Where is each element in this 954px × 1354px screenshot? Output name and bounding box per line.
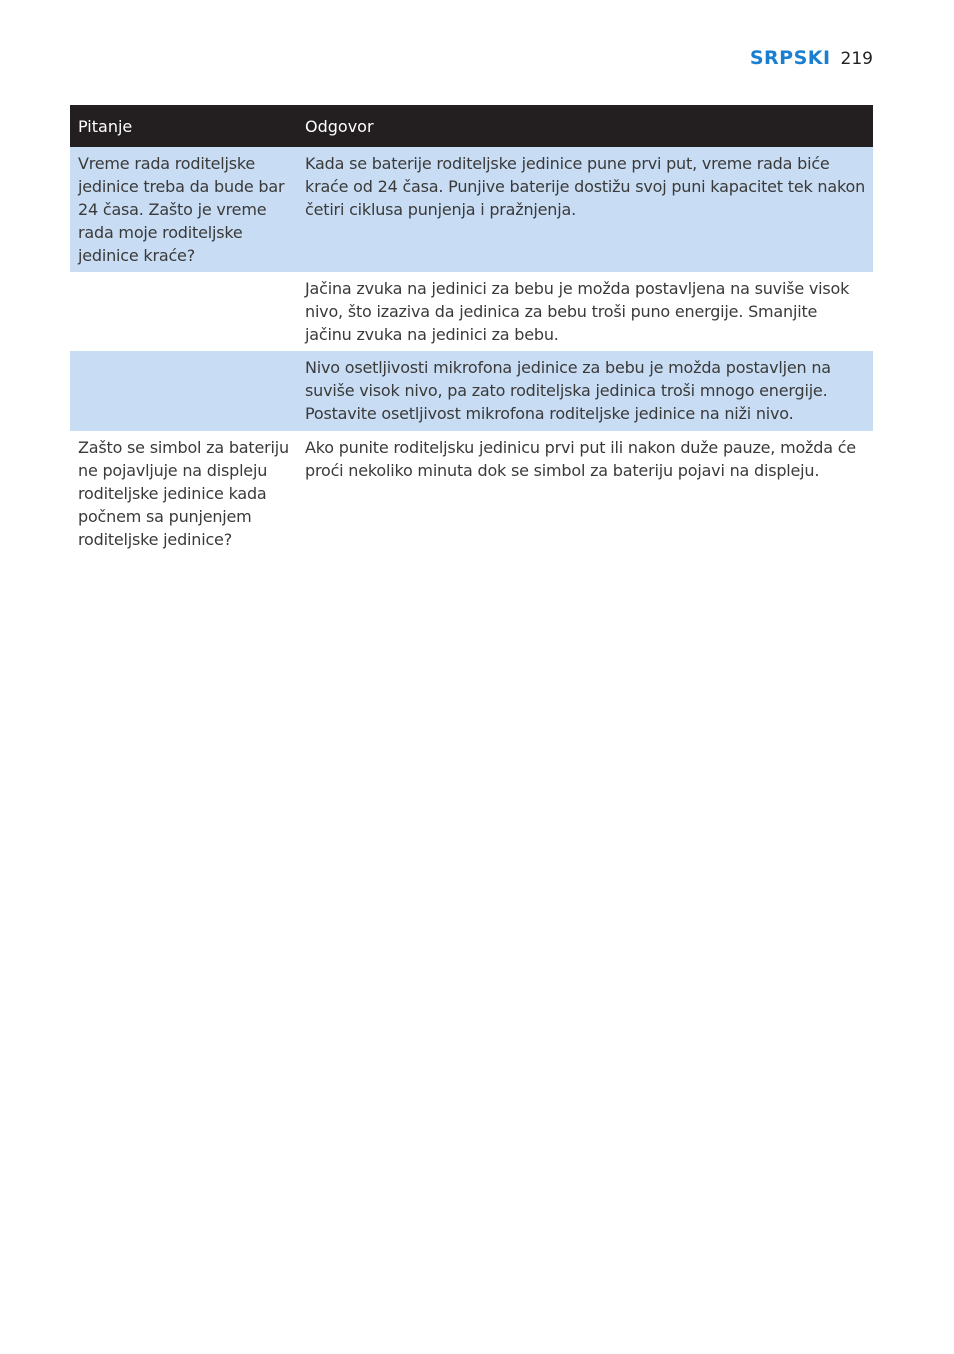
faq-table	[70, 105, 873, 581]
question-cell	[70, 351, 297, 431]
table-row	[70, 272, 873, 351]
column-header-question: Pitanje	[70, 105, 297, 147]
page-header	[750, 47, 873, 69]
question-cell: Vreme rada roditeljske jedinice treba da bude bar 24 časa. Zašto je vreme rada moje roditeljske jedinice kraće?	[70, 147, 297, 272]
answer-cell: Kada se baterije roditeljske jedinice pune prvi put, vreme rada biće kraće od 24 časa. Punjive baterije dostižu svoj puni kapacitet tek nakon četiri ciklusa punjenja i pražnjenja.	[297, 147, 873, 272]
column-header-answer: Odgovor	[297, 105, 873, 147]
table-row	[70, 431, 873, 581]
answer-cell: Nivo osetljivosti mikrofona jedinice za bebu je možda postavljen na suviše visok nivo, pa zato roditeljska jedinica troši mnogo energije. Postavite osetljivost mikrofona roditeljske jedinice na niži nivo.	[297, 351, 873, 431]
question-cell: Zašto se simbol za bateriju ne pojavljuje na displeju roditeljske jedinice kada počnem sa punjenjem roditeljske jedinice?	[78, 438, 289, 549]
page-number: 219	[840, 49, 873, 69]
language-label: SRPSKI	[749, 47, 831, 69]
answer-cell: Ako punite roditeljsku jedinicu prvi put ili nakon duže pauze, možda će proći nekoliko minuta dok se simbol za bateriju pojavi na displeju.	[305, 438, 856, 480]
table-header-row	[70, 105, 873, 147]
question-cell	[70, 272, 297, 351]
table-row	[70, 351, 873, 431]
answer-cell: Jačina zvuka na jedinici za bebu je možda postavljena na suviše visok nivo, što izaziva da jedinica za bebu troši puno energije. Smanjite jačinu zvuka na jedinici za bebu.	[305, 279, 850, 344]
table-row	[70, 147, 873, 272]
